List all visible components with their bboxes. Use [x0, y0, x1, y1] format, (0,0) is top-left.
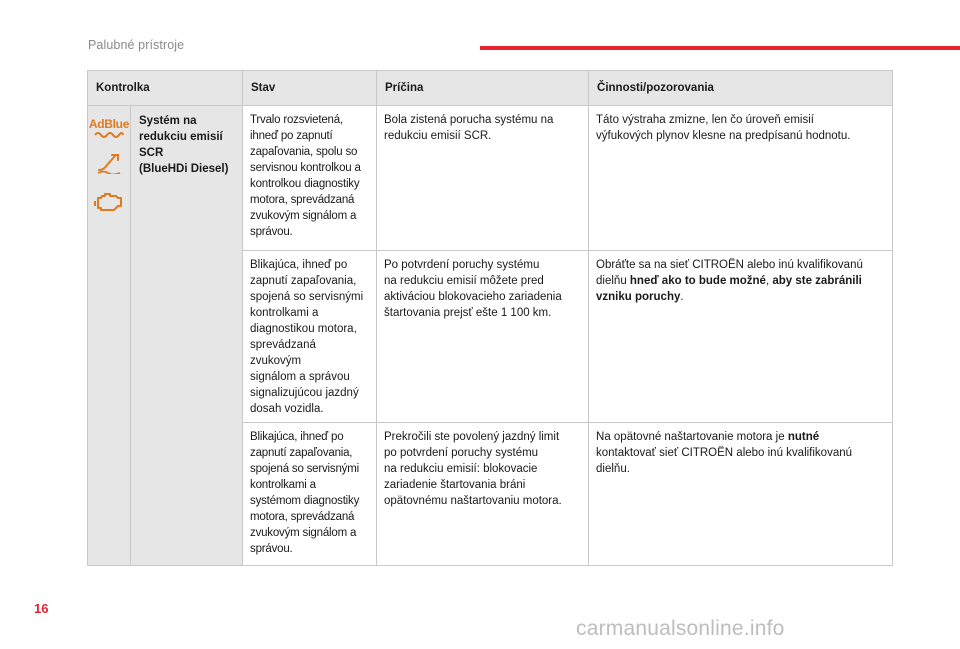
- text-line: dielňu.: [596, 463, 630, 475]
- text-line: [596, 273, 886, 289]
- header-cinnosti: Činnosti/pozorovania: [589, 71, 893, 106]
- row3-stav: [243, 423, 377, 566]
- row1-stav: [243, 106, 377, 251]
- text-line: sprevádzaná: [250, 339, 316, 351]
- text-line: [596, 429, 886, 445]
- text-line: [596, 289, 886, 305]
- text-line: Táto výstraha zmizne, len čo úroveň emisií: [596, 114, 814, 126]
- text-line: kontrolkami a: [250, 307, 319, 319]
- watermark: carmanualsonline.info: [576, 617, 785, 640]
- text-line: redukciu emisií SCR.: [384, 130, 492, 142]
- emphasis-text: vzniku poruchy: [596, 291, 681, 303]
- text-line: zvukovým signálom a: [250, 210, 357, 222]
- page-header-title: Palubné prístroje: [88, 38, 185, 52]
- system-name-line: (BlueHDi Diesel): [139, 163, 229, 175]
- text-line: kontrolkou diagnostiky: [250, 178, 360, 190]
- text-line: správou.: [250, 226, 293, 238]
- text-line: na redukciu emisií: blokovacie: [384, 463, 538, 475]
- text-line: spojená so servisnými: [250, 463, 359, 475]
- text-line: servisnou kontrolkou a: [250, 162, 361, 174]
- text-line: zvukovým: [250, 355, 302, 367]
- text-line: Prekročili ste povolený jazdný limit: [384, 431, 560, 443]
- text-line: zapaľovania, spolu so: [250, 146, 358, 158]
- emphasis-text: nutné: [787, 431, 820, 443]
- row1-pricina: [377, 106, 589, 251]
- text-line: kontaktovať sieť CITROËN alebo inú kvalifikovanú: [596, 447, 853, 459]
- table-row: [88, 106, 893, 251]
- text-line: ihneď po zapnutí: [250, 130, 333, 142]
- header-accent-bar: [480, 46, 960, 50]
- emphasis-text: aby ste zabránili: [772, 275, 862, 287]
- text-line: zariadenie štartovania bráni: [384, 479, 526, 491]
- header-kontrolka: Kontrolka: [88, 71, 243, 106]
- row3-cinnosti: [589, 423, 893, 566]
- text-line: zapnutí zapaľovania,: [250, 447, 353, 459]
- engine-check-icon: [94, 190, 124, 214]
- system-name-line: redukciu emisií: [139, 131, 223, 143]
- system-name-line: SCR: [139, 147, 164, 159]
- system-name-line: Systém na: [139, 115, 197, 127]
- scr-emission-icon: [96, 152, 122, 174]
- row2-pricina: [377, 251, 589, 423]
- text-line: výfukových plynov klesne na predpísanú hodnotu.: [596, 130, 851, 142]
- system-name-cell: [131, 106, 243, 566]
- text-line: diagnostikou motora,: [250, 323, 357, 335]
- text-line: Po potvrdení poruchy systému: [384, 259, 540, 271]
- header-pricina: Príčina: [377, 71, 589, 106]
- text-line: zapnutí zapaľovania,: [250, 275, 357, 287]
- text-line: aktiváciou blokovacieho zariadenia: [384, 291, 562, 303]
- text-line: signálom a správou: [250, 371, 350, 383]
- text-line: Trvalo rozsvietená,: [250, 114, 343, 126]
- text-span: Na opätovné naštartovanie motora je: [596, 431, 788, 443]
- text-line: motora, sprevádzaná: [250, 194, 355, 206]
- adblue-icon: [88, 118, 130, 138]
- emphasis-text: hneď ako to bude možné: [629, 275, 766, 287]
- page-number: 16: [34, 601, 49, 616]
- text-span: ,: [765, 275, 773, 287]
- text-line: spojená so servisnými: [250, 291, 364, 303]
- row2-stav: [243, 251, 377, 423]
- text-line: na redukciu emisií môžete pred: [384, 275, 544, 287]
- text-line: signalizujúcou jazdný: [250, 387, 359, 399]
- text-span: .: [680, 291, 684, 303]
- adblue-icon-label: AdBlue: [88, 117, 130, 131]
- warning-lamp-table: [87, 70, 893, 566]
- icon-cell: [88, 106, 131, 566]
- text-line: správou.: [250, 543, 293, 555]
- text-span: dielňu: [596, 275, 630, 287]
- row3-pricina: [377, 423, 589, 566]
- text-line: štartovania prejsť ešte 1 100 km.: [384, 307, 552, 319]
- row1-cinnosti: [589, 106, 893, 251]
- text-line: Blikajúca, ihneď po: [250, 431, 344, 443]
- text-line: motora, sprevádzaná: [250, 511, 355, 523]
- row2-cinnosti: [589, 251, 893, 423]
- text-line: po potvrdení poruchy systému: [384, 447, 539, 459]
- text-line: opätovnému naštartovaniu motora.: [384, 495, 562, 507]
- text-line: kontrolkami a: [250, 479, 316, 491]
- table-header-row: [88, 71, 893, 106]
- text-line: systémom diagnostiky: [250, 495, 360, 507]
- text-line: zvukovým signálom a: [250, 527, 357, 539]
- text-line: Blikajúca, ihneď po: [250, 259, 348, 271]
- text-line: dosah vozidla.: [250, 403, 324, 415]
- text-line: Bola zistená porucha systému na: [384, 114, 554, 126]
- header-stav: Stav: [243, 71, 377, 106]
- text-line: Obráťte sa na sieť CITROËN alebo inú kvalifikovanú: [596, 259, 863, 271]
